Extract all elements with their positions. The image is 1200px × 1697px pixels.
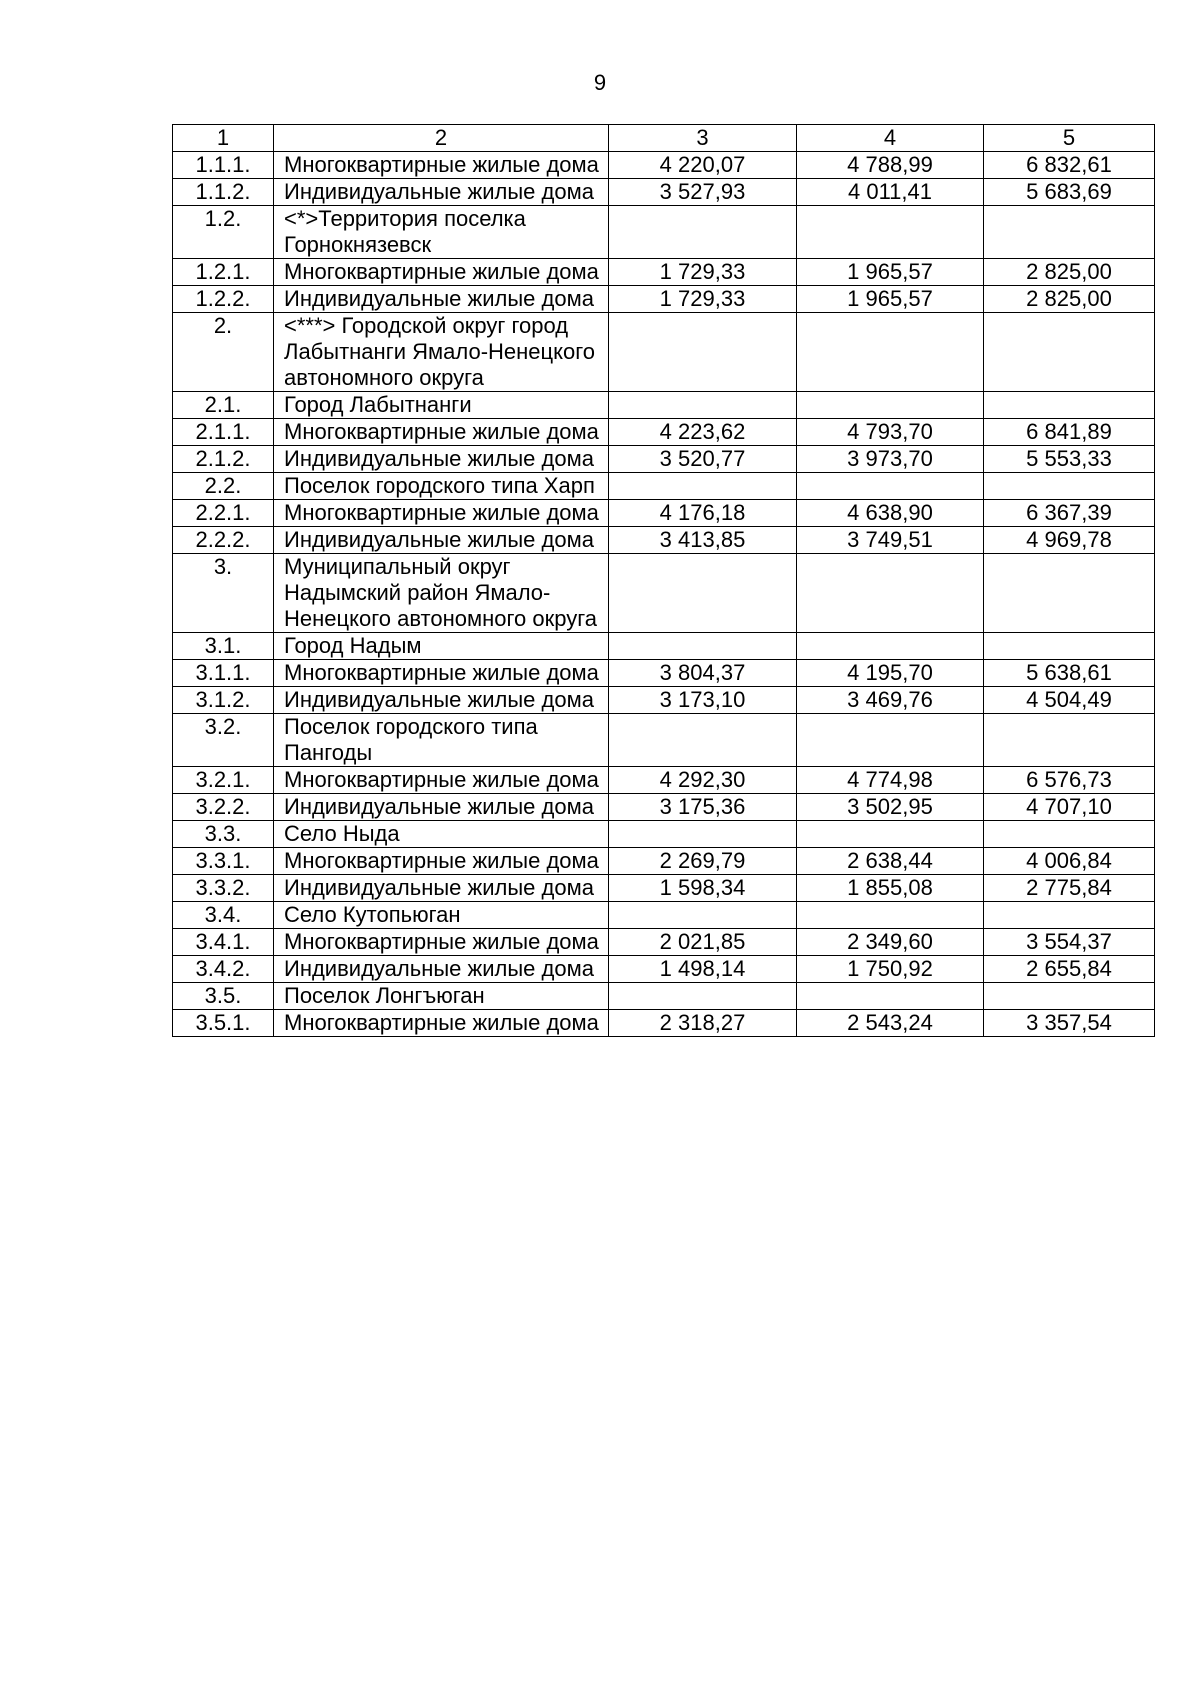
row-name-cell: Индивидуальные жилые дома	[274, 794, 609, 821]
row-name-cell: Многоквартирные жилые дома	[274, 1010, 609, 1037]
row-number-cell: 2.2.2.	[173, 527, 274, 554]
table-row	[173, 956, 1155, 983]
row-name-cell: Поселок Лонгъюган	[274, 983, 609, 1010]
row-name-cell: Индивидуальные жилые дома	[274, 875, 609, 902]
value-col3-cell	[609, 392, 797, 419]
value-col4-cell	[797, 554, 984, 633]
value-col5-cell: 3 554,37	[984, 929, 1155, 956]
value-col3-cell: 4 220,07	[609, 152, 797, 179]
value-col4-cell: 2 349,60	[797, 929, 984, 956]
row-name-cell: Многоквартирные жилые дома	[274, 152, 609, 179]
value-col4-cell: 1 855,08	[797, 875, 984, 902]
table-row	[173, 554, 1155, 633]
row-number-cell: 1.2.2.	[173, 286, 274, 313]
table-row	[173, 794, 1155, 821]
value-col5-cell: 4 504,49	[984, 687, 1155, 714]
value-col4-cell: 2 638,44	[797, 848, 984, 875]
value-col3-cell: 3 520,77	[609, 446, 797, 473]
row-number-cell: 2.1.1.	[173, 419, 274, 446]
row-name-cell: Многоквартирные жилые дома	[274, 500, 609, 527]
table-row	[173, 821, 1155, 848]
value-col5-cell	[984, 633, 1155, 660]
header-row	[173, 125, 1155, 152]
row-number-cell: 2.	[173, 313, 274, 392]
page-number: 9	[593, 70, 607, 95]
value-col4-cell: 1 750,92	[797, 956, 984, 983]
row-number-cell: 3.3.	[173, 821, 274, 848]
value-col4-cell: 4 793,70	[797, 419, 984, 446]
value-col5-cell: 6 367,39	[984, 500, 1155, 527]
value-col5-cell	[984, 714, 1155, 767]
value-col4-cell	[797, 902, 984, 929]
row-name-cell: Многоквартирные жилые дома	[274, 767, 609, 794]
value-col5-cell	[984, 473, 1155, 500]
row-name-cell: Село Кутопьюган	[274, 902, 609, 929]
value-col5-cell: 6 832,61	[984, 152, 1155, 179]
table-row	[173, 983, 1155, 1010]
table-row	[173, 152, 1155, 179]
row-number-cell: 1.1.1.	[173, 152, 274, 179]
value-col3-cell: 1 729,33	[609, 286, 797, 313]
column-header: 1	[173, 125, 274, 152]
value-col3-cell	[609, 473, 797, 500]
value-col5-cell: 4 006,84	[984, 848, 1155, 875]
table-row	[173, 714, 1155, 767]
row-number-cell: 3.1.	[173, 633, 274, 660]
row-number-cell: 3.2.	[173, 714, 274, 767]
table-row	[173, 687, 1155, 714]
value-col5-cell	[984, 392, 1155, 419]
row-name-cell: Индивидуальные жилые дома	[274, 687, 609, 714]
row-number-cell: 3.	[173, 554, 274, 633]
value-col5-cell	[984, 902, 1155, 929]
row-number-cell: 3.4.	[173, 902, 274, 929]
value-col5-cell	[984, 983, 1155, 1010]
value-col3-cell: 3 413,85	[609, 527, 797, 554]
table-row	[173, 419, 1155, 446]
table-row	[173, 633, 1155, 660]
value-col5-cell: 2 775,84	[984, 875, 1155, 902]
tariff-table	[172, 124, 1155, 1037]
row-number-cell: 3.1.1.	[173, 660, 274, 687]
table-row	[173, 527, 1155, 554]
value-col4-cell	[797, 392, 984, 419]
value-col4-cell: 3 502,95	[797, 794, 984, 821]
row-number-cell: 1.1.2.	[173, 179, 274, 206]
value-col5-cell: 3 357,54	[984, 1010, 1155, 1037]
row-number-cell: 3.4.1.	[173, 929, 274, 956]
row-name-cell: Индивидуальные жилые дома	[274, 527, 609, 554]
table-row	[173, 392, 1155, 419]
row-name-cell: Поселок городского типа Харп	[274, 473, 609, 500]
row-name-cell: <***> Городской округ город Лабытнанги Ямало-Ненецкого автономного округа	[274, 313, 609, 392]
table-row	[173, 446, 1155, 473]
value-col3-cell	[609, 714, 797, 767]
row-number-cell: 2.2.1.	[173, 500, 274, 527]
value-col5-cell: 4 707,10	[984, 794, 1155, 821]
value-col4-cell: 3 749,51	[797, 527, 984, 554]
value-col4-cell	[797, 821, 984, 848]
value-col5-cell: 2 825,00	[984, 259, 1155, 286]
row-name-cell: Село Ныда	[274, 821, 609, 848]
value-col3-cell: 4 176,18	[609, 500, 797, 527]
row-number-cell: 3.2.2.	[173, 794, 274, 821]
table-row	[173, 929, 1155, 956]
value-col3-cell	[609, 313, 797, 392]
value-col5-cell: 6 576,73	[984, 767, 1155, 794]
value-col4-cell: 4 788,99	[797, 152, 984, 179]
value-col3-cell	[609, 902, 797, 929]
row-name-cell: <*>Территория поселка Горнокнязевск	[274, 206, 609, 259]
row-name-cell: Индивидуальные жилые дома	[274, 286, 609, 313]
column-header: 5	[984, 125, 1155, 152]
value-col3-cell: 3 527,93	[609, 179, 797, 206]
value-col3-cell: 1 729,33	[609, 259, 797, 286]
value-col3-cell: 1 498,14	[609, 956, 797, 983]
value-col3-cell	[609, 633, 797, 660]
table-row	[173, 848, 1155, 875]
row-name-cell: Поселок городского типа Пангоды	[274, 714, 609, 767]
row-name-cell: Многоквартирные жилые дома	[274, 929, 609, 956]
table-row	[173, 259, 1155, 286]
row-number-cell: 2.1.	[173, 392, 274, 419]
row-name-cell: Индивидуальные жилые дома	[274, 956, 609, 983]
value-col4-cell: 4 774,98	[797, 767, 984, 794]
row-number-cell: 3.3.1.	[173, 848, 274, 875]
value-col3-cell	[609, 206, 797, 259]
value-col3-cell: 2 269,79	[609, 848, 797, 875]
value-col5-cell	[984, 206, 1155, 259]
value-col3-cell: 2 318,27	[609, 1010, 797, 1037]
row-number-cell: 2.2.	[173, 473, 274, 500]
table-row	[173, 500, 1155, 527]
table-row	[173, 313, 1155, 392]
value-col4-cell: 1 965,57	[797, 259, 984, 286]
value-col5-cell: 4 969,78	[984, 527, 1155, 554]
value-col5-cell	[984, 313, 1155, 392]
table-row	[173, 473, 1155, 500]
value-col3-cell: 3 175,36	[609, 794, 797, 821]
row-number-cell: 1.2.1.	[173, 259, 274, 286]
value-col5-cell: 5 553,33	[984, 446, 1155, 473]
table-row	[173, 179, 1155, 206]
table-row	[173, 660, 1155, 687]
row-name-cell: Индивидуальные жилые дома	[274, 446, 609, 473]
value-col4-cell	[797, 206, 984, 259]
column-header: 3	[609, 125, 797, 152]
value-col3-cell: 4 292,30	[609, 767, 797, 794]
row-number-cell: 3.3.2.	[173, 875, 274, 902]
row-name-cell: Многоквартирные жилые дома	[274, 259, 609, 286]
value-col4-cell: 2 543,24	[797, 1010, 984, 1037]
value-col4-cell	[797, 313, 984, 392]
table-body	[173, 125, 1155, 1037]
value-col5-cell: 2 655,84	[984, 956, 1155, 983]
row-number-cell: 3.4.2.	[173, 956, 274, 983]
value-col4-cell	[797, 983, 984, 1010]
table-row	[173, 875, 1155, 902]
value-col5-cell	[984, 821, 1155, 848]
value-col4-cell	[797, 633, 984, 660]
row-name-cell: Город Лабытнанги	[274, 392, 609, 419]
row-name-cell: Многоквартирные жилые дома	[274, 660, 609, 687]
value-col3-cell: 2 021,85	[609, 929, 797, 956]
value-col3-cell: 3 173,10	[609, 687, 797, 714]
table-row	[173, 902, 1155, 929]
value-col4-cell: 4 195,70	[797, 660, 984, 687]
value-col3-cell: 1 598,34	[609, 875, 797, 902]
value-col3-cell	[609, 554, 797, 633]
row-number-cell: 2.1.2.	[173, 446, 274, 473]
row-name-cell: Многоквартирные жилые дома	[274, 848, 609, 875]
row-name-cell: Город Надым	[274, 633, 609, 660]
value-col3-cell	[609, 983, 797, 1010]
value-col5-cell: 2 825,00	[984, 286, 1155, 313]
row-number-cell: 3.2.1.	[173, 767, 274, 794]
table-row	[173, 206, 1155, 259]
row-name-cell: Индивидуальные жилые дома	[274, 179, 609, 206]
table-row	[173, 767, 1155, 794]
column-header: 4	[797, 125, 984, 152]
value-col4-cell: 4 638,90	[797, 500, 984, 527]
row-number-cell: 3.5.1.	[173, 1010, 274, 1037]
value-col4-cell	[797, 714, 984, 767]
value-col4-cell: 4 011,41	[797, 179, 984, 206]
row-number-cell: 3.1.2.	[173, 687, 274, 714]
value-col3-cell: 4 223,62	[609, 419, 797, 446]
value-col5-cell	[984, 554, 1155, 633]
value-col4-cell: 3 973,70	[797, 446, 984, 473]
row-number-cell: 3.5.	[173, 983, 274, 1010]
value-col4-cell	[797, 473, 984, 500]
value-col5-cell: 6 841,89	[984, 419, 1155, 446]
value-col5-cell: 5 638,61	[984, 660, 1155, 687]
table-row	[173, 1010, 1155, 1037]
value-col4-cell: 1 965,57	[797, 286, 984, 313]
value-col3-cell	[609, 821, 797, 848]
row-name-cell: Муниципальный округ Надымский район Ямало-Ненецкого автономного округа	[274, 554, 609, 633]
value-col3-cell: 3 804,37	[609, 660, 797, 687]
row-number-cell: 1.2.	[173, 206, 274, 259]
value-col5-cell: 5 683,69	[984, 179, 1155, 206]
value-col4-cell: 3 469,76	[797, 687, 984, 714]
column-header: 2	[274, 125, 609, 152]
row-name-cell: Многоквартирные жилые дома	[274, 419, 609, 446]
table-row	[173, 286, 1155, 313]
